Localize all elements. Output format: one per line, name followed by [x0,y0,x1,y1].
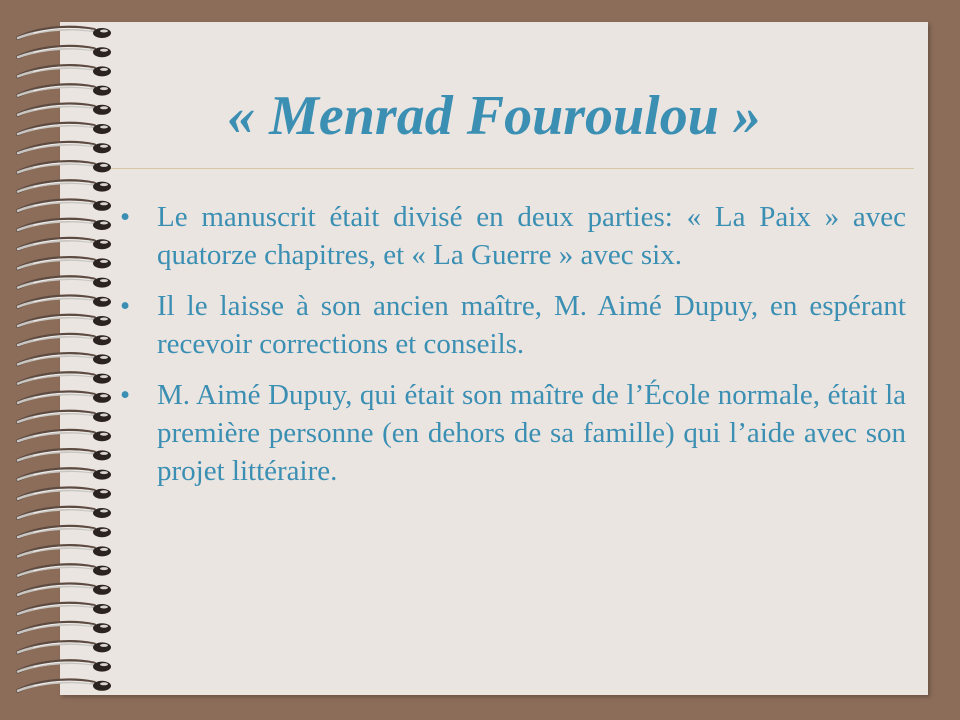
spiral-ring [18,104,111,114]
spiral-ring [18,373,111,383]
spiral-ring [18,28,111,38]
spiral-ring [18,143,111,153]
spiral-ring [18,623,111,633]
spiral-ring [18,604,111,614]
spiral-ring [18,277,111,287]
bullet-text: Le manuscrit était divisé en deux parties: « La Paix » avec quatorze chapitres, et « La Guerre » avec six. [157,201,906,271]
bullet-dot: • [120,201,131,233]
bullet-item [116,287,906,363]
spiral-ring [18,661,111,671]
spiral-ring [18,316,111,326]
bullet-item [116,376,906,490]
bullet-dot: • [120,290,131,322]
spiral-ring [18,162,111,172]
spiral-ring [18,200,111,210]
notebook-page [60,22,928,695]
spiral-ring [18,296,111,306]
title-divider [100,168,914,169]
spiral-ring [18,66,111,76]
spiral-ring [18,527,111,537]
spiral-ring [18,124,111,134]
bullet-item [116,198,906,274]
bullet-list [116,198,906,503]
spiral-ring [18,239,111,249]
spiral-ring [18,584,111,594]
spiral-ring [18,392,111,402]
bullet-text: Il le laisse à son ancien maître, M. Aimé Dupuy, en espérant recevoir corrections et conseils. [157,290,906,360]
spiral-ring [18,680,111,690]
spiral-ring [18,488,111,498]
spiral-ring [18,565,111,575]
bullet-dot: • [120,379,131,411]
spiral-ring [18,642,111,652]
spiral-ring [18,354,111,364]
spiral-ring [18,47,111,57]
spiral-binding-icon [14,18,124,698]
spiral-ring [18,546,111,556]
spiral-ring [18,181,111,191]
spiral-ring [18,412,111,422]
spiral-ring [18,469,111,479]
spiral-ring [18,335,111,345]
spiral-ring [18,450,111,460]
bullet-text: M. Aimé Dupuy, qui était son maître de l’École normale, était la première personne (en dehors de sa famille) qui l’aide avec son projet littéraire. [157,379,906,487]
spiral-ring [18,258,111,268]
spiral-ring [18,85,111,95]
slide-title: « Menrad Fouroulou » [227,85,761,147]
spiral-ring [18,431,111,441]
spiral-ring [18,508,111,518]
spiral-ring [18,220,111,230]
